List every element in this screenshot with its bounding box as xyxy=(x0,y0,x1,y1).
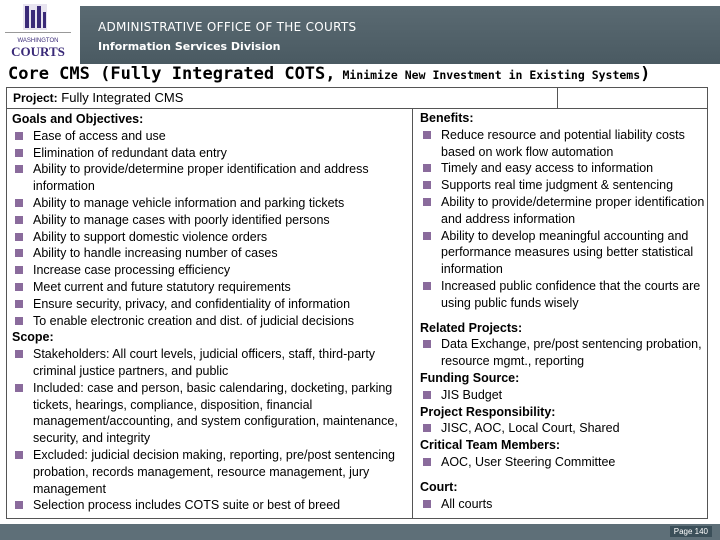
related-heading: Related Projects: xyxy=(420,320,523,335)
goals-heading: Goals and Objectives: xyxy=(12,112,144,126)
scope-heading: Scope: xyxy=(12,330,54,345)
project-side-box xyxy=(557,87,708,109)
court-heading: Court: xyxy=(420,479,458,494)
benefit-item: Increased public confidence that the courts are using public funds wisely xyxy=(420,278,710,312)
benefit-item: Reduce resource and potential liability costs based on work flow automation xyxy=(420,127,710,161)
goal-item: Increase case processing efficiency xyxy=(12,262,410,279)
benefit-item: Supports real time judgment & sentencing xyxy=(420,177,710,194)
goal-item: Ability to provide/determine proper identification and address information xyxy=(12,161,410,195)
related-item: Data Exchange, pre/post sentencing probation, resource mgmt., reporting xyxy=(420,336,710,370)
goal-item: Ability to manage cases with poorly identified persons xyxy=(12,212,410,229)
header-bar xyxy=(80,6,720,64)
division-title: Information Services Division xyxy=(98,40,281,53)
spacer xyxy=(420,312,710,320)
project-label: Project: xyxy=(13,91,58,105)
goal-item: Ability to manage vehicle information and parking tickets xyxy=(12,195,410,212)
funding-item: JIS Budget xyxy=(420,387,710,404)
page-title xyxy=(8,64,650,84)
title-part-1: Core CMS (Fully Integrated COTS, xyxy=(8,64,336,84)
goal-item: Ability to handle increasing number of cases xyxy=(12,245,410,262)
goal-item: Elimination of redundant data entry xyxy=(12,145,410,162)
goal-item: Ease of access and use xyxy=(12,128,410,145)
goal-item: Ability to support domestic violence orders xyxy=(12,229,410,246)
title-part-3: ) xyxy=(640,64,651,84)
goal-item: Meet current and future statutory requirements xyxy=(12,279,410,296)
project-line xyxy=(13,90,183,105)
column-divider xyxy=(412,109,413,519)
benefit-item: Timely and easy access to information xyxy=(420,160,710,177)
right-column xyxy=(420,110,710,512)
scope-item: Selection process includes COTS suite or best of breed xyxy=(12,497,410,514)
funding-heading: Funding Source: xyxy=(420,370,520,385)
responsibility-heading: Project Responsibility: xyxy=(420,404,556,419)
project-value: Fully Integrated CMS xyxy=(57,90,184,105)
left-column xyxy=(12,111,410,514)
team-item: AOC, User Steering Committee xyxy=(420,454,710,471)
court-item: All courts xyxy=(420,496,710,513)
spacer xyxy=(420,471,710,479)
scope-item: Included: case and person, basic calendaring, docketing, parking tickets, hearings, compliance, disposition, financial management/accounting, and system configuration, maintenance, security, and integrity xyxy=(12,380,410,447)
logo-bottom-text: COURTS xyxy=(11,44,65,59)
footer-bar xyxy=(0,524,720,540)
responsibility-item: JISC, AOC, Local Court, Shared xyxy=(420,420,710,437)
scope-item: Excluded: judicial decision making, reporting, pre/post sentencing probation, records management, resource management, jury management xyxy=(12,447,410,497)
scope-item: Stakeholders: All court levels, judicial officers, staff, third-party criminal justice partners, and public xyxy=(12,346,410,380)
team-heading: Critical Team Members: xyxy=(420,438,561,453)
goal-item: Ensure security, privacy, and confidentiality of information xyxy=(12,296,410,313)
page-number: Page 140 xyxy=(670,526,712,537)
logo-top-text: WASHINGTON xyxy=(17,38,59,44)
goal-item: To enable electronic creation and dist. of judicial decisions xyxy=(12,313,410,330)
office-title: ADMINISTRATIVE OFFICE OF THE COURTS xyxy=(98,20,357,34)
washington-courts-logo xyxy=(3,2,75,60)
title-part-2: Minimize New Investment in Existing Systems xyxy=(335,68,641,82)
benefit-item: Ability to develop meaningful accounting and performance measures using better statistical information xyxy=(420,228,710,278)
benefit-item: Ability to provide/determine proper identification and address information xyxy=(420,194,710,228)
benefits-heading: Benefits: xyxy=(420,111,474,125)
